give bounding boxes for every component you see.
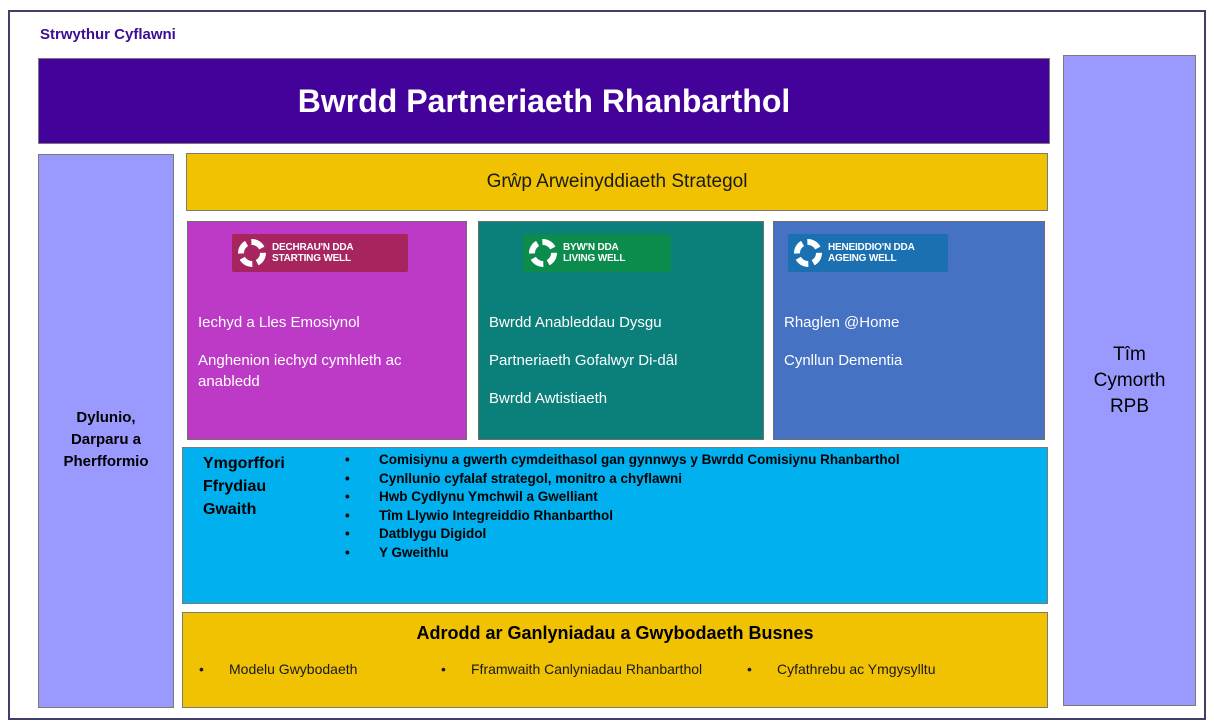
- living-well-card: [478, 221, 764, 440]
- board-label: Bwrdd Partneriaeth Rhanbarthol: [297, 82, 791, 119]
- reporting-panel: [182, 612, 1048, 708]
- list-item-text: Fframwaith Canlyniadau Rhanbarthol: [471, 661, 703, 677]
- list-item: [345, 488, 1035, 507]
- ring-logo-icon: [794, 239, 822, 267]
- ageing-well-card: [773, 221, 1045, 440]
- starting-well-logo: [232, 234, 408, 272]
- list-item: Rhaglen @Home: [784, 314, 900, 331]
- bullet: •: [199, 661, 204, 677]
- bullet: •: [441, 661, 446, 677]
- workstreams-list: [345, 451, 1035, 563]
- list-item: Iechyd a Lles Emosiynol: [198, 314, 360, 331]
- living-well-items: [489, 312, 753, 426]
- list-item: Anghenion iechyd cymhleth ac anabledd: [198, 352, 402, 390]
- ageing-well-items: [784, 312, 1034, 388]
- page-title: Strwythur Cyflawni: [40, 26, 176, 43]
- ring-logo-icon: [238, 239, 266, 267]
- bullet: •: [345, 507, 350, 523]
- list-item-text: Modelu Gwybodaeth: [229, 661, 358, 677]
- bullet: •: [345, 526, 350, 542]
- logo-text: BYW'N DDA LIVING WELL: [563, 242, 626, 264]
- bullet: •: [747, 661, 752, 677]
- list-item-text: Comisiynu a gwerth cymdeithasol gan gynnwys y Bwrdd Comisiynu Rhanbarthol: [379, 452, 900, 467]
- list-item: Bwrdd Anableddau Dysgu: [489, 314, 662, 331]
- list-item: [747, 659, 1037, 679]
- strategic-leadership-group: [186, 153, 1048, 211]
- bullet: •: [345, 489, 350, 505]
- list-item-text: Hwb Cydlynu Ymchwil a Gwelliant: [379, 489, 598, 505]
- list-item-text: Y Gweithlu: [379, 544, 449, 560]
- list-item: [441, 659, 731, 679]
- starting-well-items: [198, 312, 456, 409]
- list-item: [345, 451, 1035, 470]
- list-item: [345, 507, 1035, 526]
- strategic-group-label: Grŵp Arweinyddiaeth Strategol: [486, 171, 748, 192]
- list-item-text: Cynllunio cyfalaf strategol, monitro a chyflawni: [379, 470, 683, 486]
- ageing-well-logo: [788, 234, 948, 272]
- list-item-text: Tîm Llywio Integreiddio Rhanbarthol: [379, 507, 614, 523]
- workstreams-panel: [182, 447, 1048, 604]
- list-item-text: Datblygu Digidol: [379, 526, 487, 542]
- starting-well-card: [187, 221, 467, 440]
- reporting-title: Adrodd ar Ganlyniadau a Gwybodaeth Busnes: [416, 623, 814, 643]
- ring-logo-icon: [529, 239, 557, 267]
- regional-partnership-board: [38, 58, 1050, 144]
- bullet: •: [345, 544, 350, 560]
- logo-text: DECHRAU'N DDA STARTING WELL: [272, 242, 354, 264]
- list-item: Cynllun Dementia: [784, 352, 903, 369]
- design-delivery-performance-column: Dylunio, Darparu a Pherfformio: [38, 154, 174, 708]
- logo-text: HENEIDDIO'N DDA AGEING WELL: [828, 242, 915, 264]
- rpb-support-team-column: Tîm Cymorth RPB: [1063, 55, 1196, 706]
- workstreams-heading: Ymgorffori Ffrydiau Gwaith: [203, 455, 285, 518]
- list-item: [199, 659, 449, 679]
- bullet: •: [345, 470, 350, 486]
- list-item: [345, 470, 1035, 489]
- bullet: •: [345, 452, 350, 467]
- list-item: [345, 525, 1035, 544]
- list-item: [345, 544, 1035, 563]
- list-item-text: Cyfathrebu ac Ymgysylltu: [777, 661, 936, 677]
- list-item: Bwrdd Awtistiaeth: [489, 390, 608, 407]
- living-well-logo: [523, 234, 671, 272]
- list-item: Partneriaeth Gofalwyr Di-dâl: [489, 352, 678, 369]
